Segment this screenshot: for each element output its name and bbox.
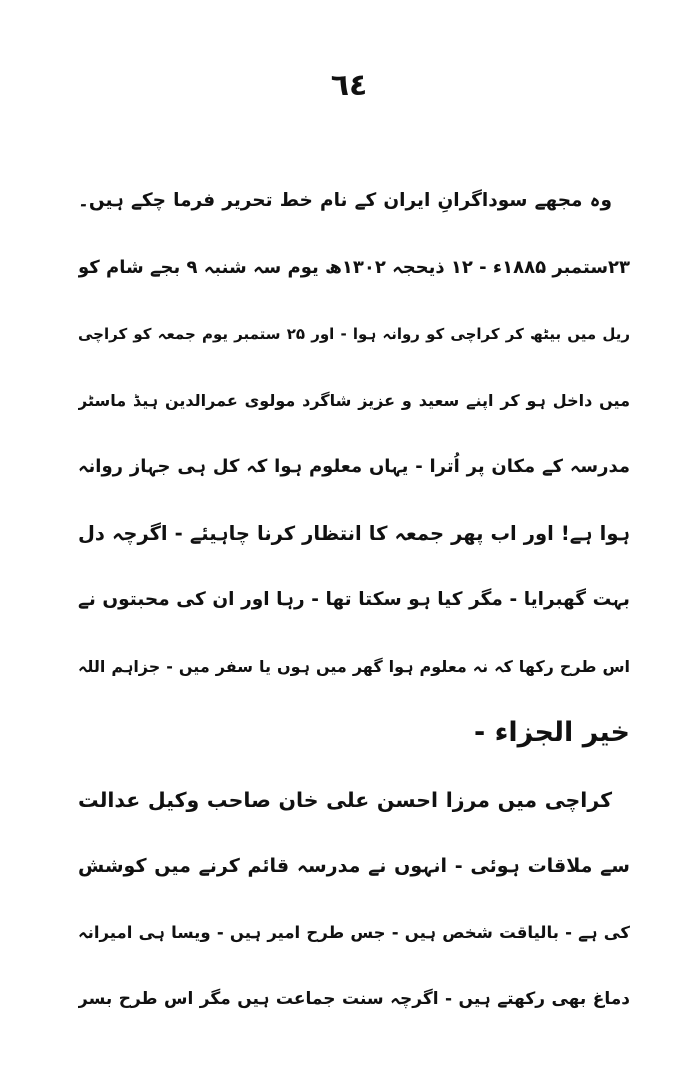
- text-line: کی ہے - بالیاقت شخص ہیں - جس طرح امیر ہیں - ویسا ہی امیرانہ: [78, 922, 630, 942]
- text-line: سے ملاقات ہوئی - انہوں نے مدرسہ قائم کرنے میں کوشش: [78, 855, 630, 877]
- text-line: ہوا ہے! اور اب پھر جمعہ کا انتظار کرنا چاہیئے - اگرچہ دل: [78, 521, 630, 545]
- text-line: بہت گھبرایا - مگر کیا ہو سکتا تھا - رہا اور ان کی محبتوں نے: [78, 589, 630, 610]
- page-number: ٦٤: [330, 68, 368, 103]
- text-line: ۲۳ستمبر ۱۸۸۵ء - ۱۲ ذیحجہ ۱۳۰۲ھ یوم سہ شنبہ ۹ بجے شام کو: [78, 256, 630, 278]
- body-text: [78, 168, 630, 1033]
- text-line: وہ مجھے سوداگرانِ ایران کے نام خط تحریر فرما چکے ہیں۔: [78, 190, 612, 211]
- text-line: ریل میں بیٹھ کر کراچی کو روانہ ہوا - اور ۲۵ ستمبر یوم جمعہ کو کراچی: [78, 325, 630, 343]
- text-line: کراچی میں مرزا احسن علی خان صاحب وکیل عدالت: [78, 787, 612, 812]
- text-line: خیر الجزاء -: [474, 717, 630, 748]
- text-line: اس طرح رکھا کہ نہ معلوم ہوا گھر میں ہوں یا سفر میں - جزاہم اللہ: [78, 656, 630, 676]
- text-line: دماغ بھی رکھتے ہیں - اگرچہ سنت جماعت ہیں مگر اس طرح بسر: [78, 989, 630, 1009]
- text-line: مدرسہ کے مکان پر اُترا - یہاں معلوم ہوا کہ کل ہی جہاز روانہ: [78, 456, 630, 477]
- text-line: میں داخل ہو کر اپنے سعید و عزیز شاگرد مولوی عمرالدین ہیڈ ماسٹر: [78, 390, 630, 410]
